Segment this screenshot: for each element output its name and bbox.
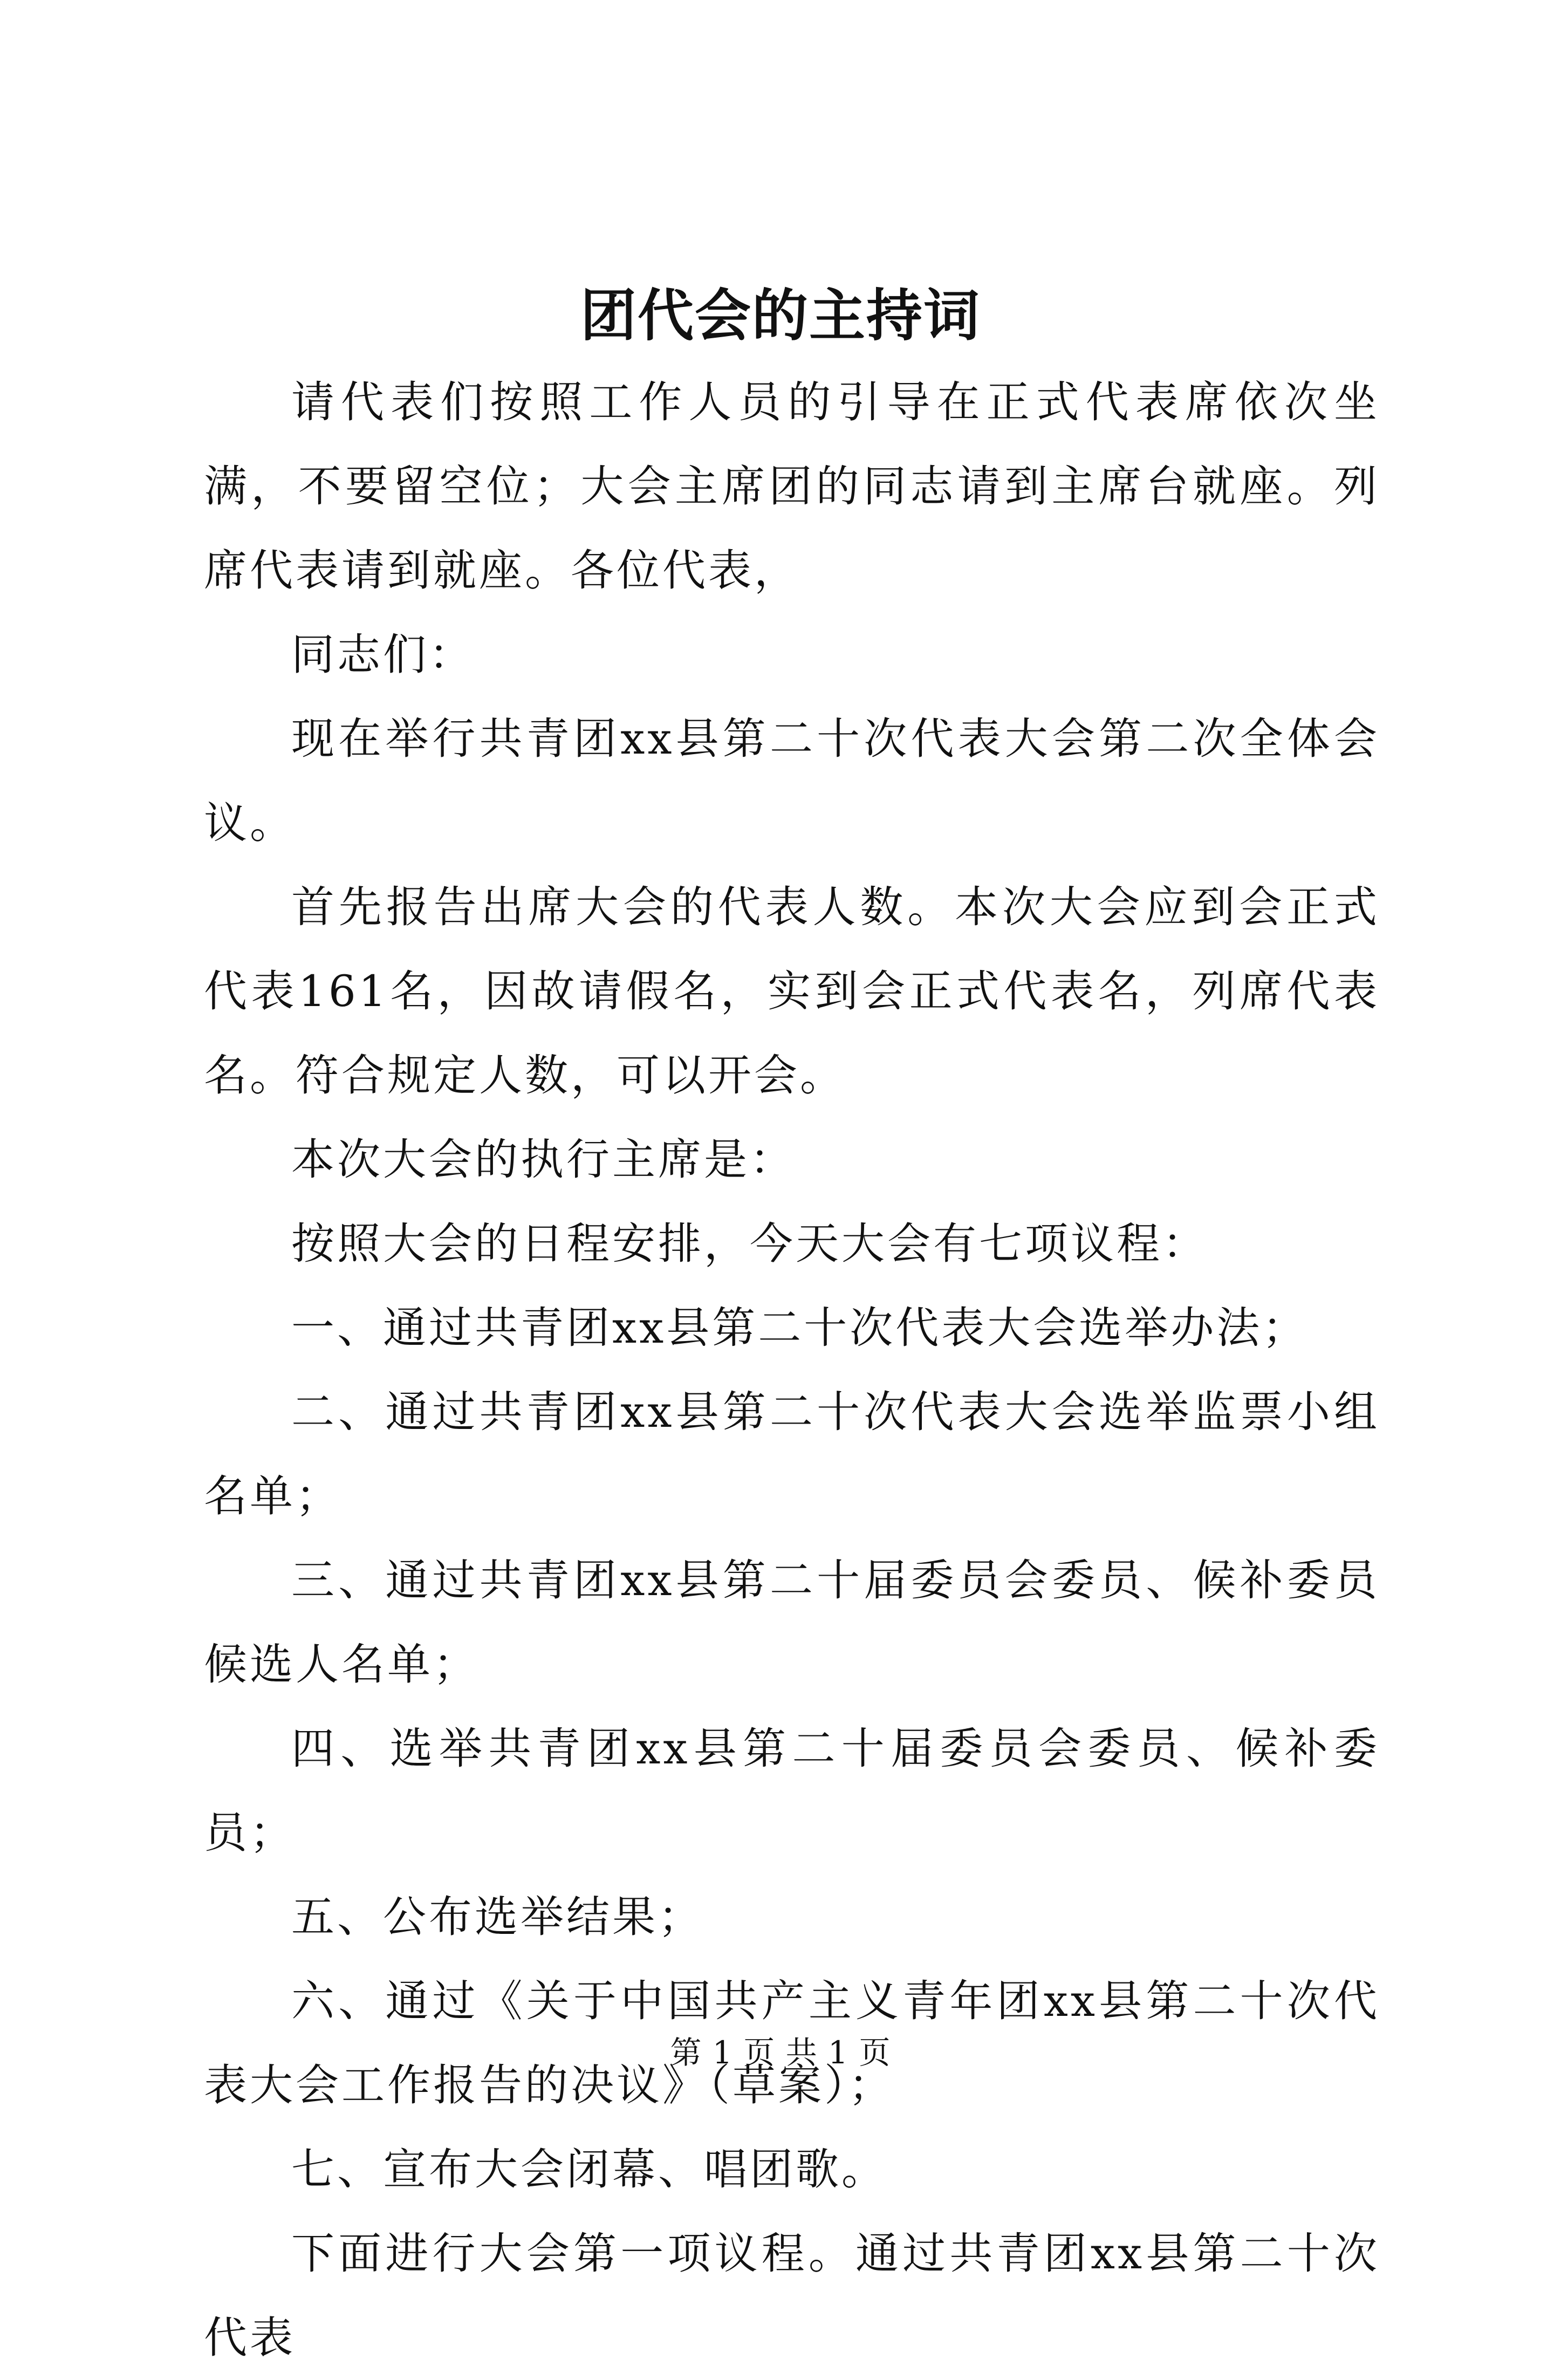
paragraph: 现在举行共青团xx县第二十次代表大会第二次全体会议。	[204, 714, 1380, 848]
paragraph: 三、通过共青团xx县第二十届委员会委员、候补委员候选人名单；	[204, 1555, 1380, 1690]
paragraph: 首先报告出席大会的代表人数。本次大会应到会正式代表161名，因故请假名，实到会正式代表名，列席代表名。符合规定人数，可以开会。	[204, 882, 1380, 1100]
paragraph: 下面进行大会第一项议程。通过共青团xx县第二十次代表	[204, 2228, 1380, 2363]
paragraph: 本次大会的执行主席是：	[291, 1134, 796, 1185]
document-body	[204, 360, 1380, 2380]
paragraph: 按照大会的日程安排，今天大会有七项议程：	[291, 1219, 1208, 1269]
page-number-footer: 第 1 页 共 1 页	[670, 2034, 891, 2071]
paragraph: 一、通过共青团xx县第二十次代表大会选举办法；	[291, 1303, 1309, 1353]
document-title: 团代会的主持词	[580, 282, 981, 348]
paragraph: 请代表们按照工作人员的引导在正式代表席依次坐满，不要留空位；大会主席团的同志请到主席台就座。列席代表请到就座。各位代表，	[204, 377, 1380, 596]
paragraph: 六、通过《关于中国共产主义青年团xx县第二十次代表大会工作报告的决议》（草案）；	[204, 1976, 1380, 2110]
paragraph: 七、宣布大会闭幕、唱团歌。	[291, 2144, 887, 2194]
paragraph: 四、选举共青团xx县第二十届委员会委员、候补委员；	[204, 1724, 1380, 1858]
paragraph: 五、公布选举结果；	[291, 1892, 704, 1942]
paragraph: 二、通过共青团xx县第二十次代表大会选举监票小组名单；	[204, 1387, 1380, 1521]
paragraph: 同志们：	[291, 630, 475, 680]
